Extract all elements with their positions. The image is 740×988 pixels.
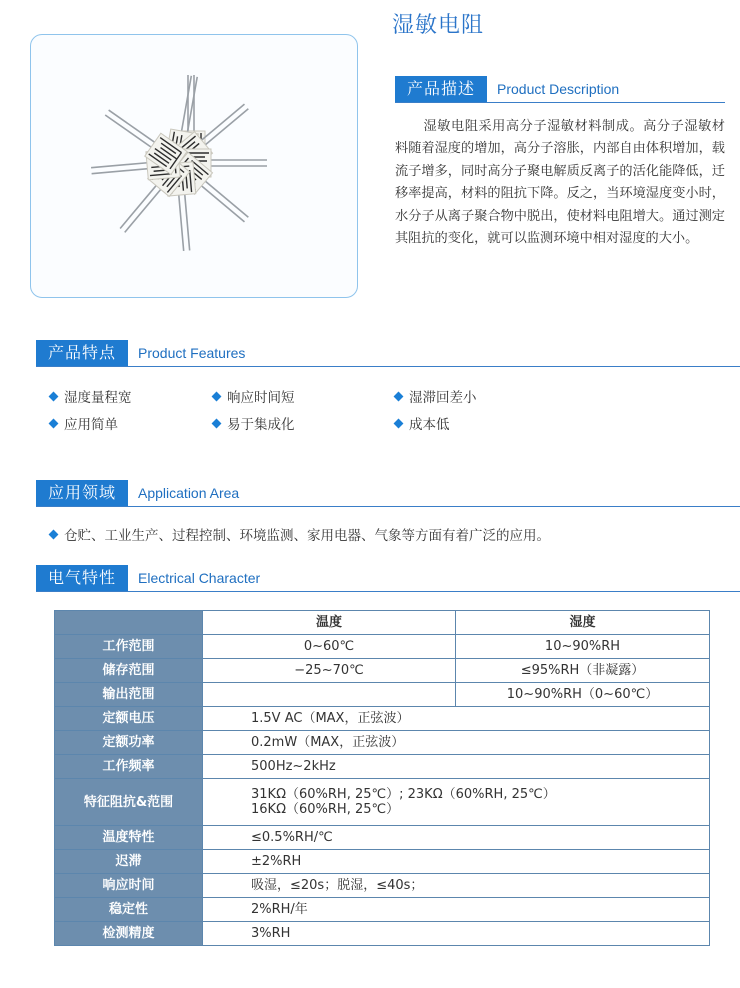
section-english-title: Product Features bbox=[138, 345, 246, 361]
diamond-bullet-icon bbox=[49, 418, 59, 428]
table-corner-cell bbox=[55, 611, 203, 635]
description-body: 湿敏电阻采用高分子湿敏材料制成。高分子湿敏材料随着湿度的增加，高分子溶胀，内部自由体积增加，载流子增多，同时高分子聚电解质反离子的活化能降低，迁移率提高，材料的阻抗下降。反之，当环境湿度变小时，水分子从离子聚合物中脱出，使材料电阻增大。通过测定其阻抗的变化，就可以监测环境中相对湿度的大小。 bbox=[395, 119, 725, 247]
diamond-bullet-icon bbox=[49, 529, 59, 539]
hum-cell: ≤95%RH（非凝露） bbox=[456, 659, 710, 683]
table-row bbox=[55, 779, 710, 826]
product-photo bbox=[31, 35, 358, 298]
table-row bbox=[55, 898, 710, 922]
section-header-electrical bbox=[36, 565, 740, 592]
feature-label: 易于集成化 bbox=[227, 417, 295, 433]
impedance-line: 16KΩ（60%RH, 25℃） bbox=[251, 802, 400, 817]
table-row bbox=[55, 707, 710, 731]
value-cell: 2%RH/年 bbox=[203, 898, 710, 922]
table-row bbox=[55, 731, 710, 755]
electrical-spec-table bbox=[54, 610, 710, 946]
feature-item bbox=[50, 386, 132, 406]
temp-cell bbox=[203, 683, 456, 707]
page-title: 湿敏电阻 bbox=[392, 13, 485, 38]
row-label: 工作范围 bbox=[55, 635, 203, 659]
section-english-title: Electrical Character bbox=[138, 570, 261, 586]
feature-label: 应用简单 bbox=[64, 417, 118, 433]
table-row bbox=[55, 850, 710, 874]
diamond-bullet-icon bbox=[394, 391, 404, 401]
section-english-title: Application Area bbox=[138, 485, 240, 501]
section-header-application bbox=[36, 480, 740, 507]
impedance-line: 31KΩ（60%RH, 25℃）; 23KΩ（60%RH, 25℃） bbox=[251, 787, 556, 802]
table-row bbox=[55, 683, 710, 707]
value-cell: ≤0.5%RH/℃ bbox=[203, 826, 710, 850]
feature-item bbox=[213, 413, 295, 433]
table-row bbox=[55, 659, 710, 683]
row-label: 特征阻抗&范围 bbox=[55, 779, 203, 826]
table-row bbox=[55, 826, 710, 850]
row-label: 定额电压 bbox=[55, 707, 203, 731]
feature-item bbox=[50, 413, 118, 433]
feature-item bbox=[395, 386, 477, 406]
hum-cell: 10~90%RH（0~60℃） bbox=[456, 683, 710, 707]
table-row bbox=[55, 874, 710, 898]
value-cell: 3%RH bbox=[203, 922, 710, 946]
feature-label: 响应时间短 bbox=[227, 390, 295, 406]
row-label: 温度特性 bbox=[55, 826, 203, 850]
value-cell bbox=[203, 779, 710, 826]
value-cell: 500Hz~2kHz bbox=[203, 755, 710, 779]
section-tag: 电气特性 bbox=[36, 565, 128, 591]
feature-label: 湿度量程宽 bbox=[64, 390, 132, 406]
application-body: 仓贮、工业生产、过程控制、环境监测、家用电器、气象等方面有着广泛的应用。 bbox=[64, 528, 550, 544]
product-photo-frame bbox=[30, 34, 358, 298]
section-tag: 应用领域 bbox=[36, 480, 128, 506]
row-label: 储存范围 bbox=[55, 659, 203, 683]
table-header-cell: 湿度 bbox=[456, 611, 710, 635]
table-header-cell: 温度 bbox=[203, 611, 456, 635]
table-header-row bbox=[55, 611, 710, 635]
row-label: 稳定性 bbox=[55, 898, 203, 922]
table-row bbox=[55, 922, 710, 946]
feature-item bbox=[395, 413, 450, 433]
section-tag: 产品特点 bbox=[36, 340, 128, 366]
section-header-description bbox=[395, 76, 725, 103]
row-label: 迟滞 bbox=[55, 850, 203, 874]
section-tag: 产品描述 bbox=[395, 76, 487, 102]
hum-cell: 10~90%RH bbox=[456, 635, 710, 659]
diamond-bullet-icon bbox=[49, 391, 59, 401]
description-text bbox=[395, 116, 725, 250]
table-row bbox=[55, 755, 710, 779]
row-label: 工作频率 bbox=[55, 755, 203, 779]
row-label: 输出范围 bbox=[55, 683, 203, 707]
row-label: 检测精度 bbox=[55, 922, 203, 946]
value-cell: 0.2mW（MAX，正弦波） bbox=[203, 731, 710, 755]
temp-cell: 0~60℃ bbox=[203, 635, 456, 659]
row-label: 响应时间 bbox=[55, 874, 203, 898]
diamond-bullet-icon bbox=[212, 391, 222, 401]
feature-label: 成本低 bbox=[409, 417, 450, 433]
temp-cell: −25~70℃ bbox=[203, 659, 456, 683]
feature-label: 湿滞回差小 bbox=[409, 390, 477, 406]
feature-item bbox=[213, 386, 295, 406]
section-english-title: Product Description bbox=[497, 81, 620, 97]
diamond-bullet-icon bbox=[394, 418, 404, 428]
value-cell: 1.5V AC（MAX，正弦波） bbox=[203, 707, 710, 731]
row-label: 定额功率 bbox=[55, 731, 203, 755]
value-cell: ±2%RH bbox=[203, 850, 710, 874]
application-text bbox=[50, 524, 550, 544]
table-row bbox=[55, 635, 710, 659]
diamond-bullet-icon bbox=[212, 418, 222, 428]
section-header-features bbox=[36, 340, 740, 367]
value-cell: 吸湿，≤20s；脱湿，≤40s； bbox=[203, 874, 710, 898]
